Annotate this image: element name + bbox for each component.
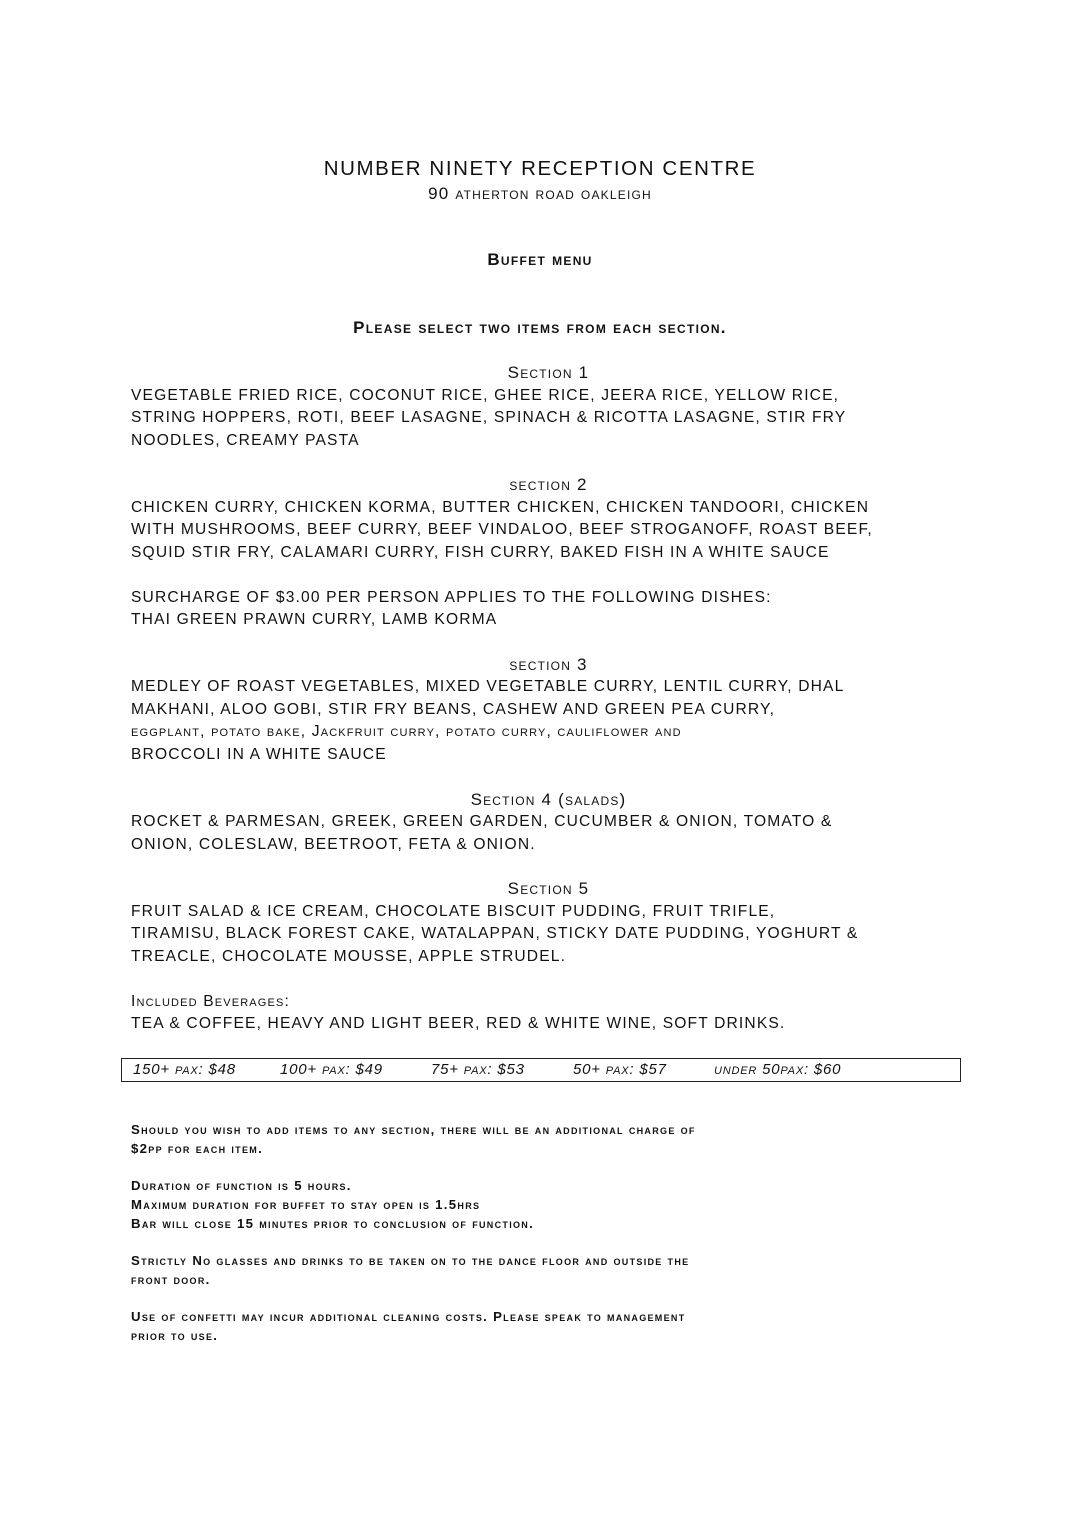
section-line: MEDLEY OF ROAST VEGETABLES, MIXED VEGETABLE CURRY, LENTIL CURRY, DHAL <box>131 678 845 696</box>
menu-body <box>131 362 966 1036</box>
section-line: TREACLE, CHOCOLATE MOUSSE, APPLE STRUDEL. <box>131 948 567 965</box>
price-tier: 50+ pax: $57 <box>573 1061 667 1078</box>
surcharge-note <box>131 587 966 632</box>
duration-note <box>131 1176 971 1233</box>
note-line: Use of confetti may incur additional cleaning costs. Please speak to management <box>131 1309 686 1324</box>
section-1 <box>131 362 966 452</box>
price-tier: 100+ pax: $49 <box>280 1061 383 1078</box>
section-heading: Section 1 <box>507 363 590 382</box>
add-items-note <box>131 1120 971 1158</box>
note-line: Bar will close 15 minutes prior to conclusion of function. <box>131 1216 535 1231</box>
section-line: FRUIT SALAD & ICE CREAM, CHOCOLATE BISCUIT PUDDING, FRUIT TRIFLE, <box>131 902 776 920</box>
included-beverages <box>131 991 966 1036</box>
beverages-heading: Included Beverages: <box>131 992 290 1010</box>
price-tier: 75+ pax: $53 <box>431 1061 525 1078</box>
pricing-box <box>121 1058 961 1082</box>
beverages-list: TEA & COFFEE, HEAVY AND LIGHT BEER, RED & WHITE WINE, SOFT DRINKS. <box>131 1015 786 1033</box>
note-line: Strictly No glasses and drinks to be taken on to the dance floor and outside the <box>131 1253 690 1268</box>
section-line: NOODLES, CREAMY PASTA <box>131 431 360 449</box>
price-tier: 150+ pax: $48 <box>133 1061 236 1078</box>
terms-notes <box>131 1120 971 1345</box>
venue-address: 90 atherton road oakleigh <box>428 184 652 203</box>
section-line: BROCCOLI IN A WHITE SAUCE <box>131 746 387 764</box>
section-2 <box>131 474 966 564</box>
section-line: CHICKEN CURRY, CHICKEN KORMA, BUTTER CHICKEN, CHICKEN TANDOORI, CHICKEN <box>131 498 870 516</box>
section-4 <box>131 789 966 857</box>
confetti-note <box>131 1307 971 1345</box>
section-line: STRING HOPPERS, ROTI, BEEF LASAGNE, SPINACH & RICOTTA LASAGNE, STIR FRY <box>131 409 847 427</box>
surcharge-dishes: THAI GREEN PRAWN CURRY, LAMB KORMA <box>131 611 498 629</box>
section-line: VEGETABLE FRIED RICE, COCONUT RICE, GHEE RICE, JEERA RICE, YELLOW RICE, <box>131 386 840 404</box>
glasses-note <box>131 1251 971 1289</box>
note-line: front door. <box>131 1272 211 1287</box>
selection-instruction: Please select two items from each section. <box>353 318 727 337</box>
section-5 <box>131 878 966 968</box>
price-tier: under 50pax: $60 <box>714 1061 842 1078</box>
section-heading: section 3 <box>509 654 588 674</box>
surcharge-line: SURCHARGE OF $3.00 PER PERSON APPLIES TO THE FOLLOWING DISHES: <box>131 588 772 606</box>
menu-title: Buffet menu <box>487 250 593 269</box>
note-line: $2pp for each item. <box>131 1141 264 1156</box>
section-heading: Section 5 <box>507 879 590 899</box>
section-line: ONION, COLESLAW, BEETROOT, FETA & ONION. <box>131 835 536 853</box>
venue-name: NUMBER NINETY RECEPTION CENTRE <box>323 157 757 180</box>
section-3 <box>131 654 966 767</box>
note-line: Should you wish to add items to any section, there will be an additional charge of <box>131 1122 696 1137</box>
section-line: eggplant, potato bake, Jackfruit curry, potato curry, cauliflower and <box>131 723 682 741</box>
section-heading: Section 4 (salads) <box>470 789 627 809</box>
section-line: MAKHANI, ALOO GOBI, STIR FRY BEANS, CASHEW AND GREEN PEA CURRY, <box>131 700 776 718</box>
section-line: SQUID STIR FRY, CALAMARI CURRY, FISH CURRY, BAKED FISH IN A WHITE SAUCE <box>131 543 830 561</box>
section-line: ROCKET & PARMESAN, GREEK, GREEN GARDEN, CUCUMBER & ONION, TOMATO & <box>131 813 833 831</box>
note-line: Duration of function is 5 hours. <box>131 1178 352 1193</box>
note-line: Maximum duration for buffet to stay open is 1.5hrs <box>131 1197 481 1212</box>
section-line: TIRAMISU, BLACK FOREST CAKE, WATALAPPAN, STICKY DATE PUDDING, YOGHURT & <box>131 925 859 943</box>
section-line: WITH MUSHROOMS, BEEF CURRY, BEEF VINDALOO, BEEF STROGANOFF, ROAST BEEF, <box>131 521 873 539</box>
note-line: prior to use. <box>131 1328 219 1343</box>
section-heading: section 2 <box>509 475 588 495</box>
